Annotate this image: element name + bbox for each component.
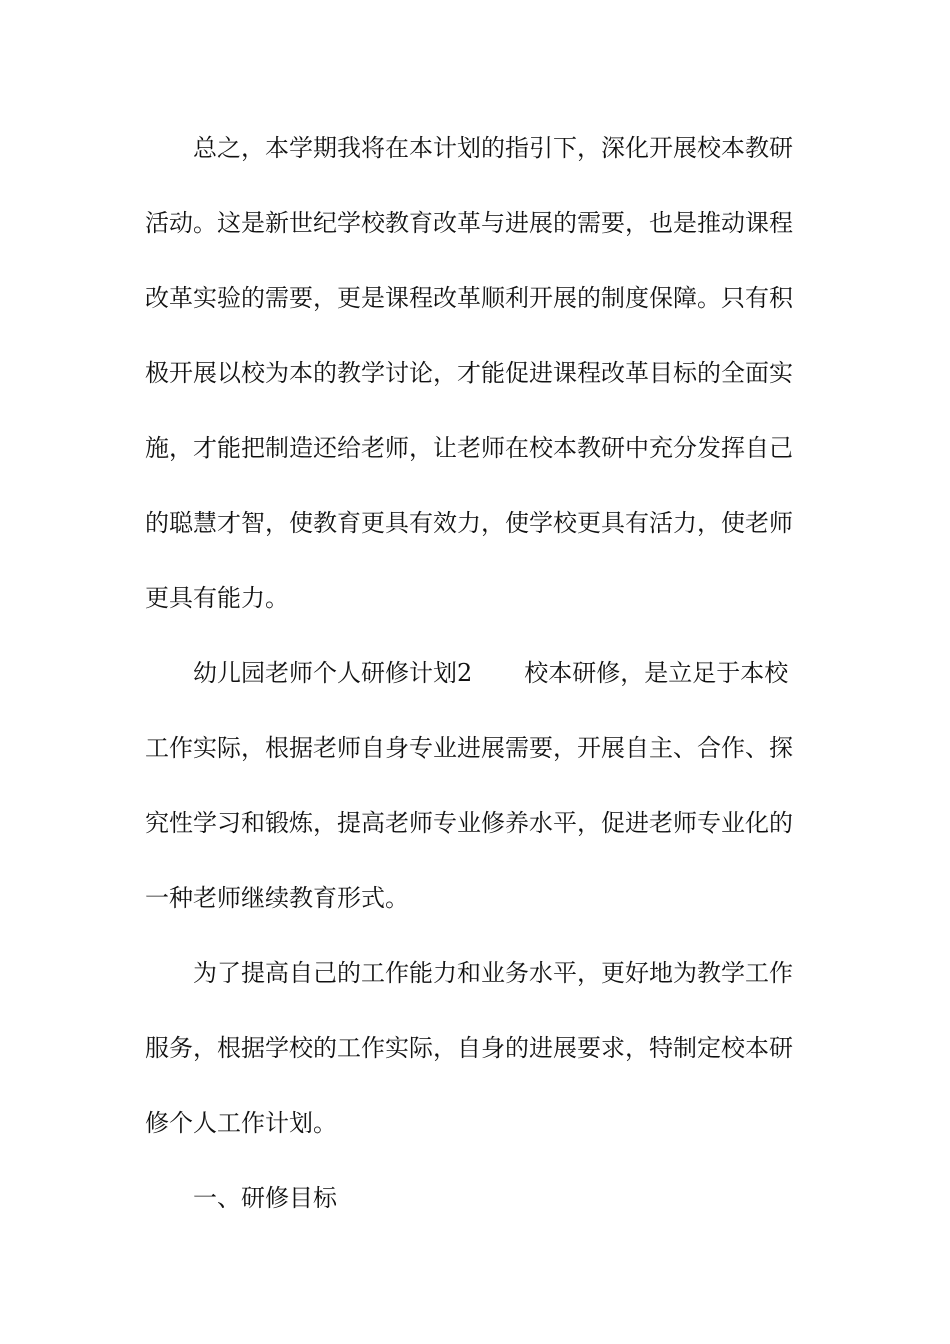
text-line: 服务，根据学校的工作实际，自身的进展要求，特制定校本研 [145, 1034, 793, 1062]
text-line: 更具有能力。 [145, 584, 289, 612]
text-line: 活动。这是新世纪学校教育改革与进展的需要，也是推动课程 [145, 209, 793, 237]
text-line: 为了提高自己的工作能力和业务水平，更好地为教学工作 [193, 959, 793, 987]
text-line: 极开展以校为本的教学讨论，才能促进课程改革目标的全面实 [145, 359, 793, 387]
paragraph-purpose [145, 953, 810, 1178]
heading-goals [145, 1178, 810, 1253]
section-heading: 一、研修目标 [193, 1184, 337, 1212]
section-title: 幼儿园老师个人研修计划2 [193, 659, 473, 687]
text-line [145, 653, 810, 728]
text-line: 的聪慧才智，使教育更具有效力，使学校更具有活力，使老师 [145, 509, 793, 537]
text-line: 工作实际，根据老师自身专业进展需要，开展自主、合作、探 [145, 734, 793, 762]
text-line: 改革实验的需要，更是课程改革顺利开展的制度保障。只有积 [145, 284, 793, 312]
text-line: 修个人工作计划。 [145, 1109, 337, 1137]
paragraph-conclusion [145, 128, 810, 653]
text-line: 总之，本学期我将在本计划的指引下，深化开展校本教研 [193, 134, 793, 162]
document-body [145, 128, 810, 1253]
paragraph-plan-intro [145, 653, 810, 953]
section-title-rest: 校本研修，是立足于本校 [524, 659, 789, 687]
text-line: 一种老师继续教育形式。 [145, 884, 409, 912]
text-line: 究性学习和锻炼，提高老师专业修养水平，促进老师专业化的 [145, 809, 793, 837]
text-line: 施，才能把制造还给老师，让老师在校本教研中充分发挥自己 [145, 434, 793, 462]
